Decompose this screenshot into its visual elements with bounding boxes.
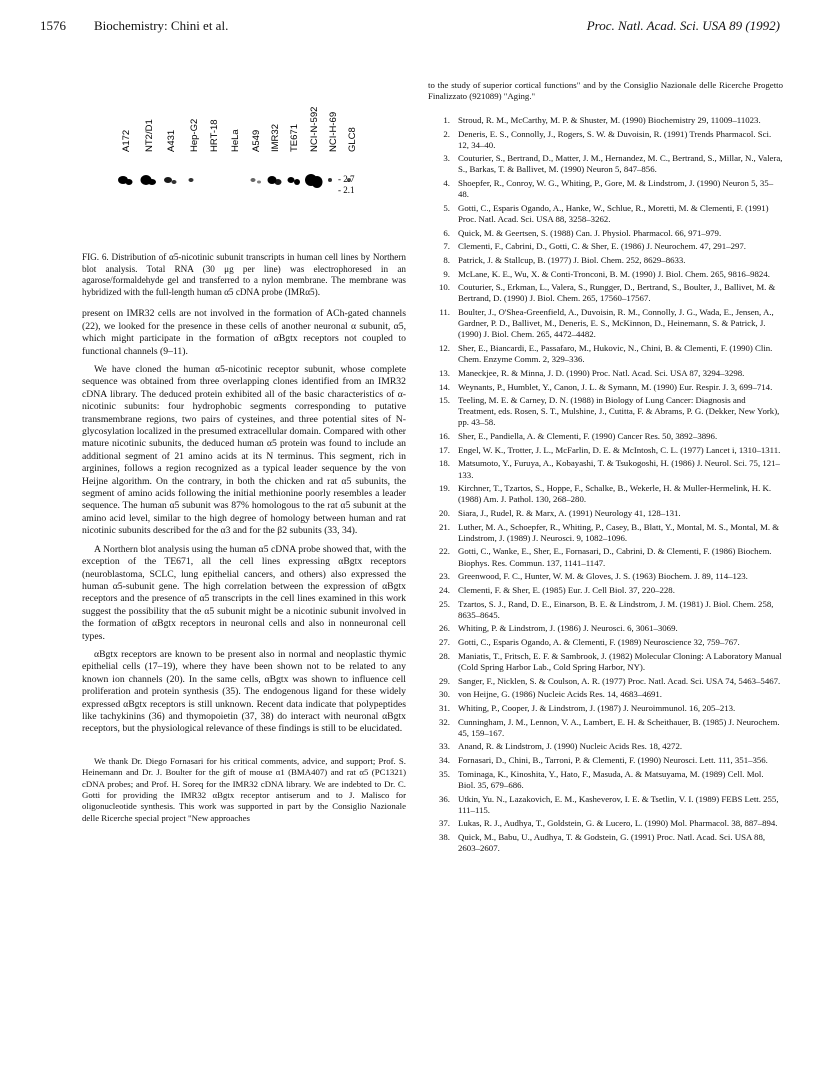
reference-number: 27. xyxy=(439,637,450,648)
reference-number: 29. xyxy=(439,675,450,686)
blot-band xyxy=(294,179,300,185)
reference-number: 25. xyxy=(439,598,450,609)
reference-text: Utkin, Yu. N., Lazakovich, E. M., Kasheverov, I. E. & Tsetlin, V. I. (1989) FEBS Lett. 255, 111–115. xyxy=(458,793,779,815)
figure-caption: FIG. 6. Distribution of α5-nicotinic subunit transcripts in human cell lines by Northern blot analysis. Total RNA (30 μg per line) was electrophoresed in an agarose/formaldehyde gel and transferred to a nylon membrane. The membrane was hybridized with the full-length human α5 cDNA probe (IMRα5). xyxy=(82,252,406,297)
reference-item xyxy=(428,368,783,379)
marker-2-7: - 2.7 xyxy=(338,174,355,184)
reference-item xyxy=(428,458,783,480)
reference-number: 23. xyxy=(439,571,450,582)
lane-label: Hep-G2 xyxy=(189,118,200,152)
reference-text: Boulter, J., O'Shea-Greenfield, A., Duvoisin, R. M., Connolly, J. G., Wada, E., Jensen, A., Gardner, P. D., Ballivet, M., Deneris, E. S., McKinnon, D., Heinemann, S. & Patrick, J. (1990) J. Biol. Chem. 265, 4472–4482. xyxy=(458,307,774,340)
page-number: 1576 xyxy=(40,18,66,33)
reference-number: 3. xyxy=(443,153,450,164)
reference-number: 7. xyxy=(443,241,450,252)
reference-number: 21. xyxy=(439,521,450,532)
reference-text: Luther, M. A., Schoepfer, R., Whiting, P., Casey, B., Blatt, Y., Montal, M. S., Montal, M. & Lindstrom, J. (1989) J. Neurosci. 9, 1082–1096. xyxy=(458,521,780,543)
reference-text: Lukas, R. J., Audhya, T., Goldstein, G. & Lucero, L. (1990) Mol. Pharmacol. 38, 887–894. xyxy=(458,818,778,829)
running-title: Biochemistry: Chini et al. xyxy=(94,18,229,33)
reference-number: 8. xyxy=(443,255,450,265)
reference-item xyxy=(428,282,783,304)
reference-text: Maneckjee, R. & Minna, J. D. (1990) Proc. Natl. Acad. Sci. USA 87, 3294–3298. xyxy=(458,367,745,378)
right-column xyxy=(428,80,783,857)
reference-item xyxy=(428,129,783,151)
reference-item xyxy=(428,623,783,634)
reference-text: Patrick, J. & Stallcup, B. (1977) J. Biol. Chem. 252, 8629–8633. xyxy=(458,255,686,265)
reference-number: 4. xyxy=(443,178,450,189)
blot-band xyxy=(164,177,172,183)
reference-item xyxy=(428,269,783,280)
blot-band xyxy=(126,179,133,185)
reference-number: 17. xyxy=(439,444,450,455)
lane-labels xyxy=(121,107,358,152)
reference-item xyxy=(428,178,783,200)
reference-item xyxy=(428,818,783,829)
blot-bands xyxy=(118,174,351,188)
reference-text: Engel, W. K., Trotter, J. L., McFarlin, D. E. & McIntosh, C. L. (1977) Lancet i, 1310–1311. xyxy=(458,444,781,455)
reference-item xyxy=(428,445,783,456)
reference-text: Deneris, E. S., Connolly, J., Rogers, S. W. & Duvoisin, R. (1991) Trends Pharmacol. Sci. 12, 34–40. xyxy=(458,128,772,150)
reference-number: 14. xyxy=(439,381,450,392)
reference-text: Sher, E., Biancardi, E., Passafaro, M., Hukovic, N., Chini, B. & Clementi, F. (1990) Clin. Chem. Enzyme Comm. 2, 329–336. xyxy=(458,343,773,365)
reference-item xyxy=(428,483,783,505)
reference-number: 22. xyxy=(439,546,450,557)
reference-list xyxy=(428,115,783,854)
reference-number: 10. xyxy=(439,282,450,293)
reference-number: 19. xyxy=(439,483,450,494)
figure-6 xyxy=(82,80,406,248)
reference-text: Matsumoto, Y., Furuya, A., Kobayashi, T. & Tsukogoshi, H. (1986) J. Neurol. Sci. 75, 121–133. xyxy=(458,458,780,480)
page-header xyxy=(40,10,780,32)
reference-text: Tzartos, S. J., Rand, D. E., Einarson, B. E. & Lindstrom, J. M. (1981) J. Biol. Chem. 258, 8635–8645. xyxy=(458,598,774,620)
reference-text: Teeling, M. E. & Carney, D. N. (1988) in Biology of Lung Cancer: Diagnosis and Treatment, eds. Rosen, S. T., Mulshine, J., Cutitta, F. & Abrams, P. G. (Dekker, New York), pp. 43–58. xyxy=(458,395,780,428)
reference-text: Tominaga, K., Kinoshita, Y., Hato, F., Masuda, A. & Matsuyama, M. (1989) Cell. Mol. Biol. 35, 679–686. xyxy=(458,768,764,790)
body-paragraph: present on IMR32 cells are not involved in the formation of ACh-gated channels (22), we looked for the presence in these cells of another neuronal α subunit, α5, which might participate in the formation of αBgtx receptors not coupled to functional channels (9–11). xyxy=(82,308,406,357)
reference-number: 32. xyxy=(439,716,450,727)
reference-number: 2. xyxy=(443,128,450,139)
reference-item xyxy=(428,228,783,239)
reference-text: Weynants, P., Humblet, Y., Canon, J. L. & Symann, M. (1990) Eur. Respir. J. 3, 699–714. xyxy=(458,381,773,392)
blot-band xyxy=(251,178,256,182)
lane-label: TE671 xyxy=(289,124,300,152)
reference-item xyxy=(428,546,783,568)
reference-text: Fornasari, D., Chini, B., Tarroni, P. & Clementi, F. (1990) Neurosci. Lett. 111, 351–356. xyxy=(458,755,768,766)
lane-label: GLC8 xyxy=(347,127,358,152)
blot-band xyxy=(148,179,156,185)
reference-item xyxy=(428,832,783,854)
blot-band xyxy=(328,178,332,182)
reference-item xyxy=(428,571,783,582)
reference-number: 26. xyxy=(439,623,450,634)
reference-text: Cunningham, J. M., Lennon, V. A., Lambert, E. H. & Scheithauer, B. (1985) J. Neurochem. 45, 159–167. xyxy=(458,716,780,738)
reference-text: Gotti, C., Wanke, E., Sher, E., Fornasari, D., Cabrini, D. & Clementi, F. (1986) Biochem. Biophys. Res. Commun. 137, 1141–1147. xyxy=(458,546,772,568)
reference-text: Couturier, S., Bertrand, D., Matter, J. M., Hernandez, M. C., Bertrand, S., Millar, N., Valera, S., Barkas, T. & Ballivet, M. (1990) Neuron 5, 847–856. xyxy=(458,153,783,175)
reference-number: 1. xyxy=(443,114,450,125)
reference-number: 35. xyxy=(439,768,450,779)
reference-number: 36. xyxy=(439,793,450,804)
reference-item xyxy=(428,717,783,739)
reference-item xyxy=(428,703,783,714)
lane-label: A172 xyxy=(121,129,132,152)
reference-text: Siara, J., Rudel, R. & Marx, A. (1991) Neurology 41, 128–131. xyxy=(458,508,681,518)
reference-item xyxy=(428,115,783,126)
reference-text: Whiting, P., Cooper, J. & Lindstrom, J. (1987) J. Neuroimmunol. 16, 205–213. xyxy=(458,702,736,713)
left-column xyxy=(82,80,406,824)
blot-band xyxy=(288,177,295,183)
marker-2-1: - 2.1 xyxy=(338,185,355,195)
blot-band xyxy=(172,180,177,184)
reference-number: 24. xyxy=(439,584,450,595)
reference-number: 30. xyxy=(439,689,450,700)
reference-text: Clementi, F. & Sher, E. (1985) Eur. J. Cell Biol. 37, 220–228. xyxy=(458,584,675,595)
acknowledgments-continued: to the study of superior cortical functions" and by the Consiglio Nazionale delle Ricerche Progetto Finalizzato (921089) "Aging." xyxy=(428,80,783,102)
reference-text: Sher, E., Pandiella, A. & Clementi, F. (1990) Cancer Res. 50, 3892–3896. xyxy=(458,431,718,442)
lane-label: A431 xyxy=(166,129,177,152)
lane-label: IMR32 xyxy=(270,124,281,152)
reference-text: Shoepfer, R., Conroy, W. G., Whiting, P., Gore, M. & Lindstrom, J. (1990) Neuron 5, 35–48. xyxy=(458,178,774,200)
reference-item xyxy=(428,395,783,428)
lane-label: NT2/D1 xyxy=(144,119,155,152)
reference-item xyxy=(428,153,783,175)
lane-label: HRT-18 xyxy=(209,119,220,152)
reference-item xyxy=(428,599,783,621)
reference-item xyxy=(428,508,783,519)
reference-item xyxy=(428,689,783,700)
reference-number: 5. xyxy=(443,202,450,213)
northern-blot xyxy=(82,80,406,248)
reference-number: 37. xyxy=(439,818,450,829)
reference-item xyxy=(428,676,783,687)
body-paragraph: αBgtx receptors are known to be present also in normal and neoplastic thymic epithelial cells (17–19), where they have been shown not to be related to any known ion channels (20). In the same cells, αBgtx was shown to influence cell proliferation and protein synthesis (35). The endogenous ligand for these widely expressed αBgtx receptors is still unknown. Recent data indicate that polypeptides like tachykinins (36) and thymopoietin (37, 38) do interact with neuronal αBgtx receptors, but the physiological relevance of these findings is still to be elucidated. xyxy=(82,648,406,735)
reference-text: Quick, M. & Geertsen, S. (1988) Can. J. Physiol. Pharmacol. 66, 971–979. xyxy=(458,227,722,238)
reference-item xyxy=(428,255,783,266)
reference-item xyxy=(428,382,783,393)
reference-text: Kirchner, T., Tzartos, S., Hoppe, F., Schalke, B., Wekerle, H. & Muller-Hermelink, H. K. (1988) Am. J. Pathol. 130, 268–280. xyxy=(458,483,772,505)
body-paragraph: We have cloned the human α5-nicotinic receptor subunit, whose complete sequence was obtained from three overlapping clones identified from an IMR32 cDNA library. The deduced protein exhibited all of the basic characteristics of α-nicotinic subunits: four hydrophobic segments corresponding to putative transmembrane regions, two pairs of cysteines, and three potential sites of N-glycosylation localized in the presumed extracellular domain. Compared with other mature nicotinic subunits, the deduced human α5 protein was found to include an additional segment of 21 amino acids at its N terminus. This segment, rich in arginines, follows a region recognized as a typical leader sequence by the von Heijne algorithm. On the contrary, in both the chicken and rat α5 subunits, the segment of amino acids following the initial methionine poorly resembles a leader sequence. The human α5 subunit was 87% homologous to the rat α5 subunit at the amino acid level, similar to the high degree of homology between human and rat nicotinic subunits described for the α3 and for the β2 subunits (33, 34). xyxy=(82,364,406,537)
reference-item xyxy=(428,241,783,252)
reference-number: 9. xyxy=(443,268,450,279)
blot-band xyxy=(275,179,282,185)
reference-item xyxy=(428,794,783,816)
reference-text: Gotti, C., Esparis Ogando, A. & Clementi, F. (1989) Neuroscience 32, 759–767. xyxy=(458,637,740,648)
reference-text: Anand, R. & Lindstrom, J. (1990) Nucleic Acids Res. 18, 4272. xyxy=(458,741,683,752)
reference-text: Maniatis, T., Fritsch, E. F. & Sambrook, J. (1982) Molecular Cloning: A Laboratory Manual (Cold Spring Harbor Lab., Cold Spring Harbor, NY). xyxy=(458,650,782,672)
reference-text: Couturier, S., Erkman, L., Valera, S., Rungger, D., Bertrand, S., Boulter, J., Ballivet, M. & Bertrand, D. (1990) J. Biol. Chem. 265, 17560–17567. xyxy=(458,282,776,304)
reference-text: Clementi, F., Cabrini, D., Gotti, C. & Sher, E. (1986) J. Neurochem. 47, 291–297. xyxy=(458,241,746,252)
reference-number: 28. xyxy=(439,650,450,661)
reference-item xyxy=(428,431,783,442)
reference-number: 31. xyxy=(439,702,450,713)
reference-item xyxy=(428,307,783,340)
reference-item xyxy=(428,585,783,596)
reference-item xyxy=(428,741,783,752)
lane-label: A549 xyxy=(251,129,262,152)
blot-band xyxy=(189,178,194,182)
reference-number: 16. xyxy=(439,431,450,442)
lane-label: NCI-N-592 xyxy=(309,106,320,152)
reference-text: Sanger, F., Nicklen, S. & Coulson, A. R. (1977) Proc. Natl. Acad. Sci. USA 74, 5463–5467. xyxy=(458,675,781,686)
reference-text: McLane, K. E., Wu, X. & Conti-Tronconi, B. M. (1990) J. Biol. Chem. 265, 9816–9824. xyxy=(458,268,770,279)
reference-number: 13. xyxy=(439,367,450,378)
reference-item xyxy=(428,203,783,225)
reference-number: 11. xyxy=(439,307,450,318)
body-paragraph: A Northern blot analysis using the human α5 cDNA probe showed that, with the exception of the TE671, all the cell lines expressing αBgtx receptors (neuroblastoma, SCLC, lung epithelial cancers, and others) also expressed the human α5-subunit gene. The high correlation between the expression of αBgtx receptors and the presence of α5 transcripts in the cell lines examined in this work suggest the possibility that the α5 subunit might be a nicotinic subunit involved in the formation of αBgtx receptors in neuronal cells and also in nonneuronal cell types. xyxy=(82,543,406,642)
reference-number: 6. xyxy=(443,227,450,238)
reference-text: Quick, M., Babu, U., Audhya, T. & Godstein, G. (1991) Proc. Natl. Acad. Sci. USA 88, 2603–2607. xyxy=(458,832,766,854)
reference-item xyxy=(428,637,783,648)
reference-text: Whiting, P. & Lindstrom, J. (1986) J. Neurosci. 6, 3061–3069. xyxy=(458,623,678,634)
lane-label: HeLa xyxy=(230,129,241,152)
reference-text: Gotti, C., Esparis Ogando, A., Hanke, W., Schlue, R., Moretti, M. & Clementi, F. (1991) Proc. Natl. Acad. Sci. USA 88, 3258–3262. xyxy=(458,202,769,224)
reference-item xyxy=(428,651,783,673)
acknowledgments: We thank Dr. Diego Fornasari for his critical comments, advice, and support; Prof. S. Heinemann and Dr. J. Boulter for the gift of mouse α1 (BMA407) and rat α5 (PC1321) cDNA probes; and Prof. H. Soreq for the IMR32 cDNA library. We are indebted to Dr. C. Gotti for providing the IMR32 αBgtx receptor antiserum and to J. Malisco for oligonucleotide synthesis. This work was supported in part by the Consiglio Nazionale delle Ricerche special project "New approaches xyxy=(82,755,406,823)
reference-text: Greenwood, F. C., Hunter, W. M. & Gloves, J. S. (1963) Biochem. J. 89, 114–123. xyxy=(458,571,748,582)
reference-number: 15. xyxy=(439,395,450,406)
reference-number: 38. xyxy=(439,832,450,843)
blot-band xyxy=(257,181,261,184)
reference-item xyxy=(428,769,783,791)
reference-number: 33. xyxy=(439,741,450,752)
reference-item xyxy=(428,343,783,365)
reference-text: Stroud, R. M., McCarthy, M. P. & Shuster, M. (1990) Biochemistry 29, 11009–11023. xyxy=(458,114,761,125)
reference-number: 34. xyxy=(439,755,450,766)
blot-band xyxy=(312,176,323,188)
reference-item xyxy=(428,755,783,766)
reference-number: 20. xyxy=(439,508,450,518)
lane-label: NCI-H-69 xyxy=(328,111,339,152)
journal-citation: Proc. Natl. Acad. Sci. USA 89 (1992) xyxy=(586,18,780,33)
reference-text: von Heijne, G. (1986) Nucleic Acids Res. 14, 4683–4691. xyxy=(458,689,663,700)
reference-number: 18. xyxy=(439,458,450,469)
reference-number: 12. xyxy=(439,343,450,354)
reference-item xyxy=(428,522,783,544)
